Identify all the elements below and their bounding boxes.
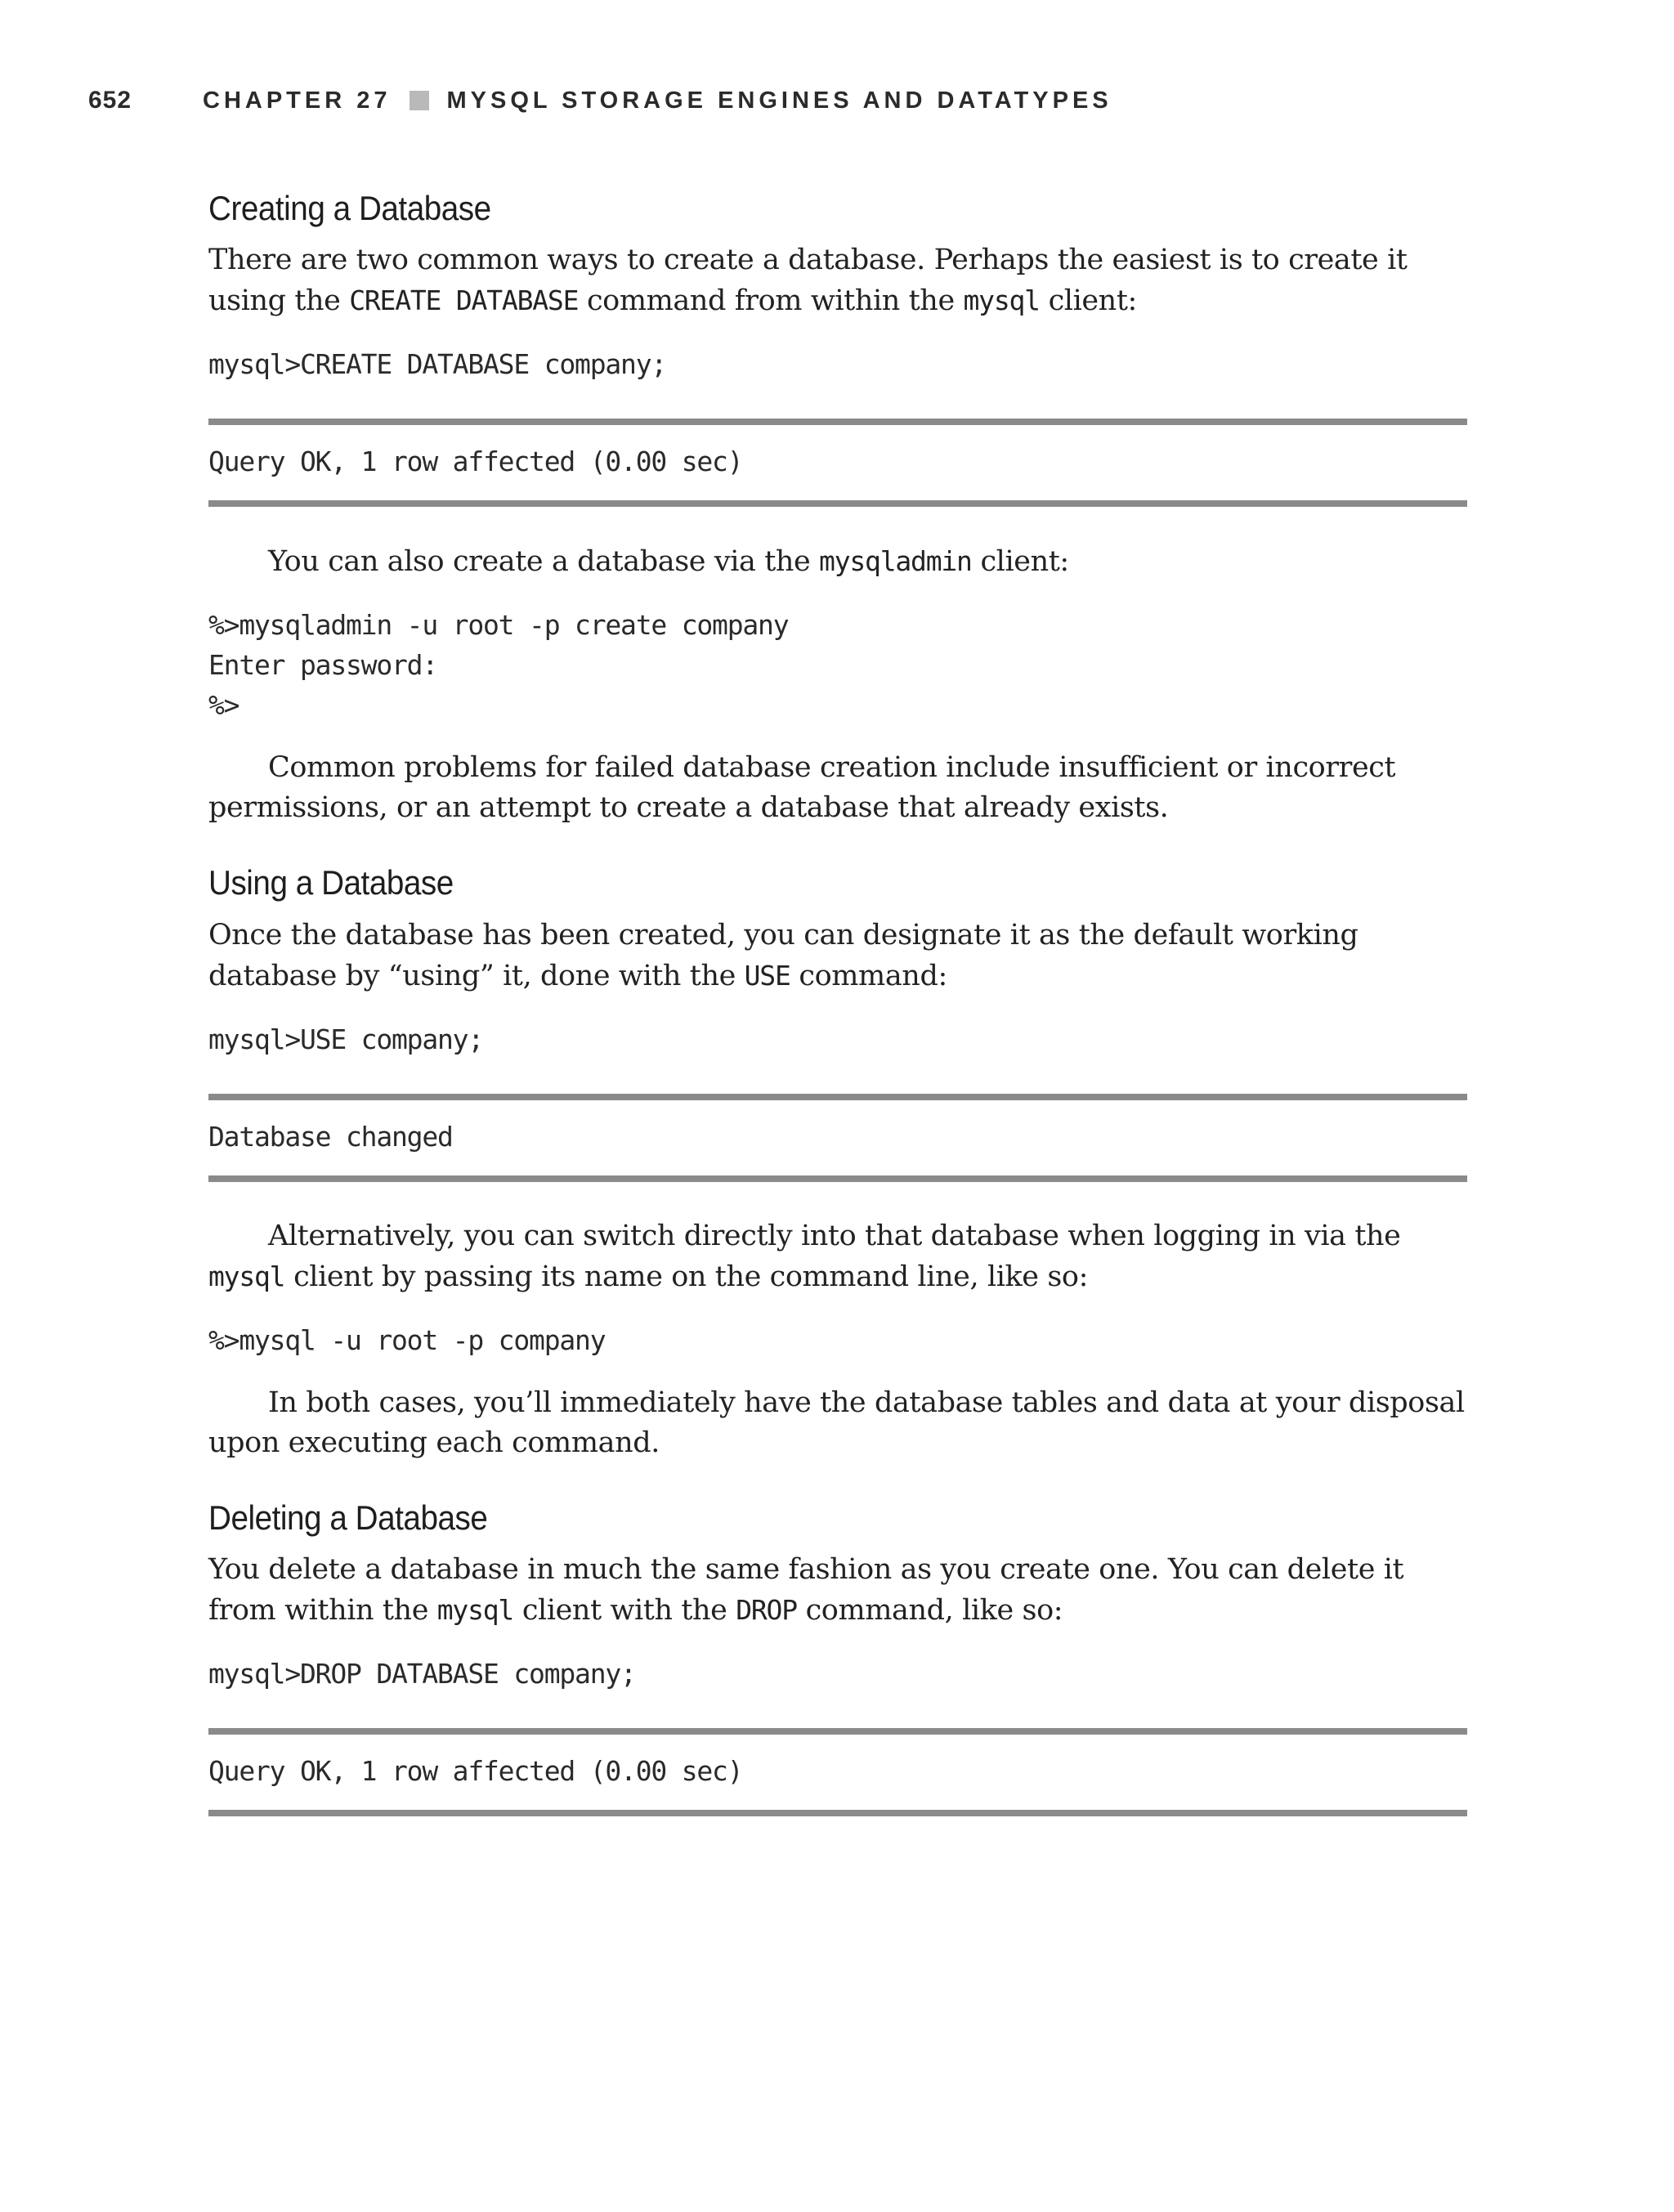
output-text: Database changed bbox=[208, 1120, 453, 1153]
text-run: command from within the bbox=[578, 284, 964, 318]
output-text: Query OK, 1 row affected (0.00 sec) bbox=[208, 446, 743, 478]
square-separator-icon bbox=[410, 91, 429, 110]
body-paragraph bbox=[208, 916, 1467, 996]
code-block: %>mysqladmin -u root -p create company Enter password: %> bbox=[208, 609, 789, 722]
text-run: client: bbox=[1039, 284, 1137, 318]
code-block: mysql>USE company; bbox=[208, 1023, 484, 1055]
text-run: There are two common ways to create a database. Perhaps the easiest is to create it using the bbox=[208, 244, 1408, 318]
body-paragraph bbox=[208, 240, 1467, 321]
text-run: client: bbox=[971, 545, 1069, 579]
text-run: You delete a database in much the same fashion as you create one. You can delete it from within the bbox=[208, 1553, 1404, 1628]
inline-code: mysqladmin bbox=[819, 545, 972, 578]
section-heading: Deleting a Database bbox=[208, 1498, 488, 1537]
section-using-database bbox=[208, 862, 1467, 1462]
text-run: command: bbox=[790, 959, 947, 992]
body-paragraph: In both cases, you’ll immediately have the database tables and data at your disposal upon executing each command. bbox=[208, 1386, 1465, 1459]
text-run: Once the database has been created, you can designate it as the default working database by “using” it, done with the bbox=[208, 918, 1358, 992]
output-box bbox=[208, 419, 1467, 507]
section-creating-database bbox=[208, 188, 1467, 828]
text-run: client by passing its name on the command line, like so: bbox=[284, 1260, 1088, 1293]
body-paragraph bbox=[208, 541, 1467, 582]
section-deleting-database bbox=[208, 1498, 1467, 1816]
body-paragraph: Common problems for failed database creation include insufficient or incorrect permissions, or an attempt to create a database that already exists. bbox=[208, 751, 1396, 825]
output-box bbox=[208, 1728, 1467, 1816]
output-text: Query OK, 1 row affected (0.00 sec) bbox=[208, 1755, 743, 1788]
code-block: mysql>DROP DATABASE company; bbox=[208, 1658, 636, 1690]
output-box bbox=[208, 1094, 1467, 1182]
text-run: command, like so: bbox=[796, 1594, 1063, 1628]
page-number: 652 bbox=[88, 87, 132, 114]
inline-code: CREATE DATABASE bbox=[349, 284, 579, 317]
inline-code: DROP bbox=[736, 1594, 797, 1627]
text-run: You can also create a database via the bbox=[268, 545, 820, 579]
inline-code: mysql bbox=[436, 1594, 514, 1627]
running-header bbox=[88, 80, 1112, 121]
chapter-label: CHAPTER 27 bbox=[203, 87, 392, 114]
code-block: %>mysql -u root -p company bbox=[208, 1323, 606, 1356]
code-block: mysql>CREATE DATABASE company; bbox=[208, 348, 667, 381]
inline-code: USE bbox=[744, 959, 790, 992]
body-paragraph bbox=[208, 1550, 1467, 1631]
page-body bbox=[208, 188, 1467, 1816]
text-run: client with the bbox=[513, 1594, 736, 1628]
inline-code: mysql bbox=[963, 284, 1040, 317]
section-heading: Creating a Database bbox=[208, 189, 491, 227]
section-heading: Using a Database bbox=[208, 863, 454, 902]
inline-code: mysql bbox=[208, 1260, 285, 1292]
body-paragraph bbox=[208, 1216, 1467, 1297]
chapter-title: MYSQL STORAGE ENGINES AND DATATYPES bbox=[446, 87, 1112, 114]
text-run: Alternatively, you can switch directly into that database when logging in via the bbox=[268, 1219, 1401, 1252]
